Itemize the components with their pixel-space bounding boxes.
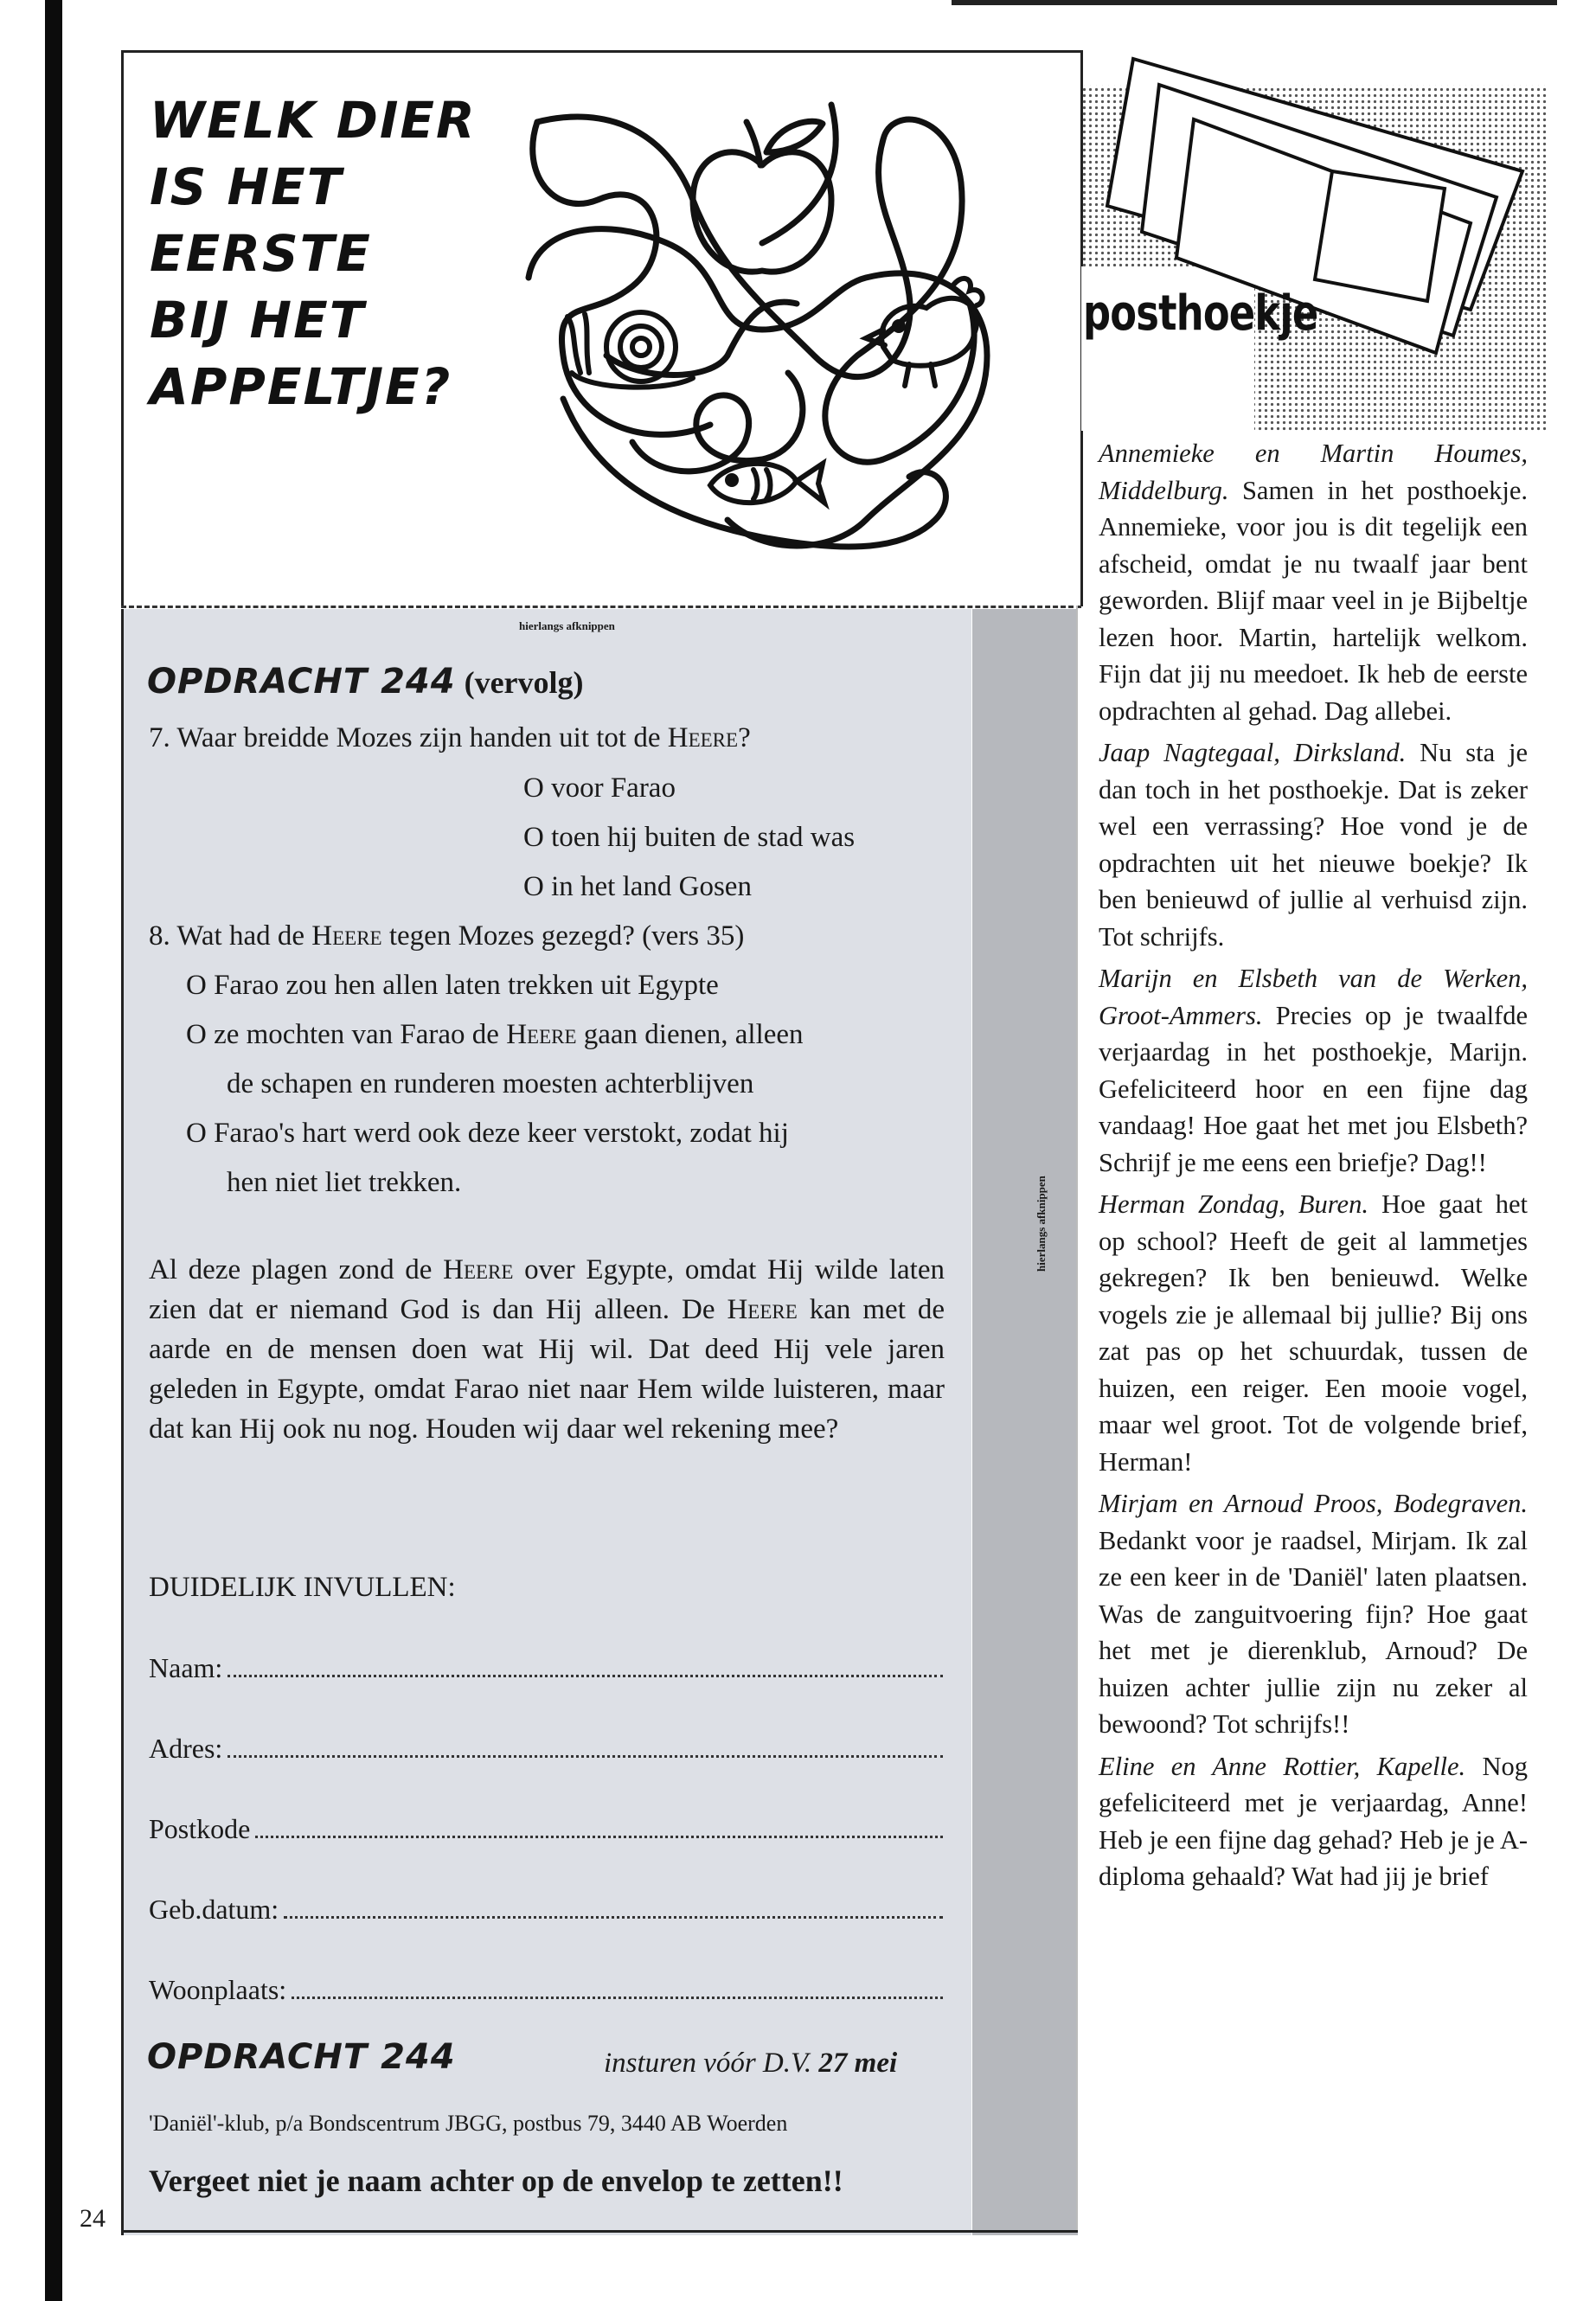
maze-illustration (503, 70, 1022, 598)
top-rule (952, 0, 1557, 5)
fill-instruction: DUIDELIJK INVULLEN: (149, 1572, 456, 1603)
question-7: 7. Waar breidde Mozes zijn handen uit tot de Heere? (149, 722, 751, 753)
form-bottom-rule (121, 2230, 1078, 2233)
letter-reply: Jaap Nagtegaal, Dirksland. Nu sta je dan toch in het posthoekje. Dat is zeker wel een verrassing? Hoe vond je de opdrachten uit het nieuwe boekje? Ik ben benieuwd of jullie al verhuisd zijn. Tot schrijfs. (1099, 738, 1529, 952)
posthoekje-letters (1099, 435, 1528, 1900)
page-spine (45, 0, 62, 2301)
cut-line-horizontal (121, 606, 1081, 608)
cut-label-vertical: hierlangs afknippen (1035, 1176, 1048, 1272)
q8-option-cont: de schapen en runderen moesten achterblijven (227, 1068, 754, 1099)
letter-reply: Mirjam en Arnoud Proos, Bodegraven. Bedankt voor je raadsel, Mirjam. Ik zal ze een keer in de 'Daniël' laten plaatsen. Was de zanguitvoering fijn? Hoe gaat het met je dierenklub, Arnoud? De huizen achter jullie zijn nu zeker al bewoond? Tot schrijfs!! (1099, 1489, 1528, 1739)
q8-option[interactable]: O Farao's hart werd ook deze keer verstokt, zodat hij (186, 1118, 789, 1149)
puzzle-title: WELK DIER IS HET EERSTE BIJ HET APPELTJE? (150, 91, 477, 416)
q7-option[interactable]: O voor Farao (523, 772, 676, 804)
q8-option-cont: hen niet liet trekken. (227, 1167, 462, 1198)
letter-reply: Herman Zondag, Buren. Hoe gaat het op school? Heeft de geit al lammetjes gekregen? Ik ben benieuwd. Welke vogels zie je allemaal bij jullie? Bij ons zat pas op het schuurdak, tussen de huizen, een reiger. Een mooie vogel, maar wel groot. Tot de volgende brief, Herman! (1099, 1189, 1529, 1477)
assignment-heading: OPDRACHT 244 (vervolg) (147, 662, 584, 702)
maze-puzzle (121, 50, 1083, 606)
apple-icon (693, 121, 831, 272)
birthdate-field[interactable]: Geb.datum: (149, 1894, 943, 1926)
name-field[interactable]: Naam: (149, 1652, 943, 1684)
cut-label: hierlangs afknippen (519, 619, 615, 632)
postcode-field[interactable]: Postkode (149, 1813, 943, 1845)
mailing-address: 'Daniël'-klub, p/a Bondscentrum JBGG, postbus 79, 3440 AB Woerden (149, 2111, 788, 2136)
q8-option[interactable]: O Farao zou hen allen laten trekken uit Egypte (186, 970, 719, 1001)
letter-reply: Eline en Anne Rottier, Kapelle. Nog gefeliciteerd met je verjaardag, Anne! Heb je een fijne dag gehad? Heb je je A-diploma gehaald? Wat had jij je brief (1099, 1751, 1529, 1891)
letter-reply: Marijn en Elsbeth van de Werken, Groot-Ammers. Precies op je twaalfde verjaardag in het posthoekje, Marijn. Gefeliciteerd hoor en een fijne dag vandaag! Hoe gaat het met jou Elsbeth? Schrijf je me eens een briefje? Dag!! (1099, 964, 1528, 1177)
reminder: Vergeet niet je naam achter op de envelop te zetten!! (149, 2163, 843, 2198)
letter-reply: Annemieke en Martin Houmes, Middelburg. Samen in het posthoekje. Annemieke, voor jou is dit tegelijk een afscheid, omdat je nu twaalf jaar bent geworden. Blijf maar veel in je Bijbeltje lezen hoor. Martin, hartelijk welkom. Fijn dat jij nu meedoet. Ik heb de eerste opdrachten al gehad. Dag allebei. (1099, 439, 1528, 726)
question-8: 8. Wat had de Heere tegen Mozes gezegd? (vers 35) (149, 920, 745, 952)
column-rule (1076, 606, 1078, 2232)
address-field[interactable]: Adres: (149, 1733, 943, 1765)
q8-option[interactable]: O ze mochten van Farao de Heere gaan dienen, alleen (186, 1019, 804, 1050)
deadline: insturen vóór D.V. 27 mei (604, 2048, 898, 2079)
closing-paragraph: Al deze plagen zond de Heere over Egypte, omdat Hij wilde laten zien dat er niemand God is dan Hij alleen. De Heere kan met de aarde en de mensen doen wat Hij wil. Dat deed Hij vele jaren geleden in Egypte, omdat Farao niet naar Hem wilde luisteren, maar dat kan Hij ook nu nog. Houden wij daar wel rekening mee? (149, 1254, 945, 1445)
assignment-footer-heading: OPDRACHT 244 (147, 2037, 456, 2077)
fish-icon (710, 464, 824, 503)
page-number: 24 (80, 2204, 106, 2233)
residence-field[interactable]: Woonplaats: (149, 1974, 943, 2006)
q7-option[interactable]: O in het land Gosen (523, 871, 752, 902)
cut-strip (972, 609, 1078, 2235)
posthoekje-title: posthoekje (1083, 285, 1318, 342)
envelopes-illustration (1081, 50, 1548, 431)
q7-option[interactable]: O toen hij buiten de stad was (523, 822, 856, 853)
